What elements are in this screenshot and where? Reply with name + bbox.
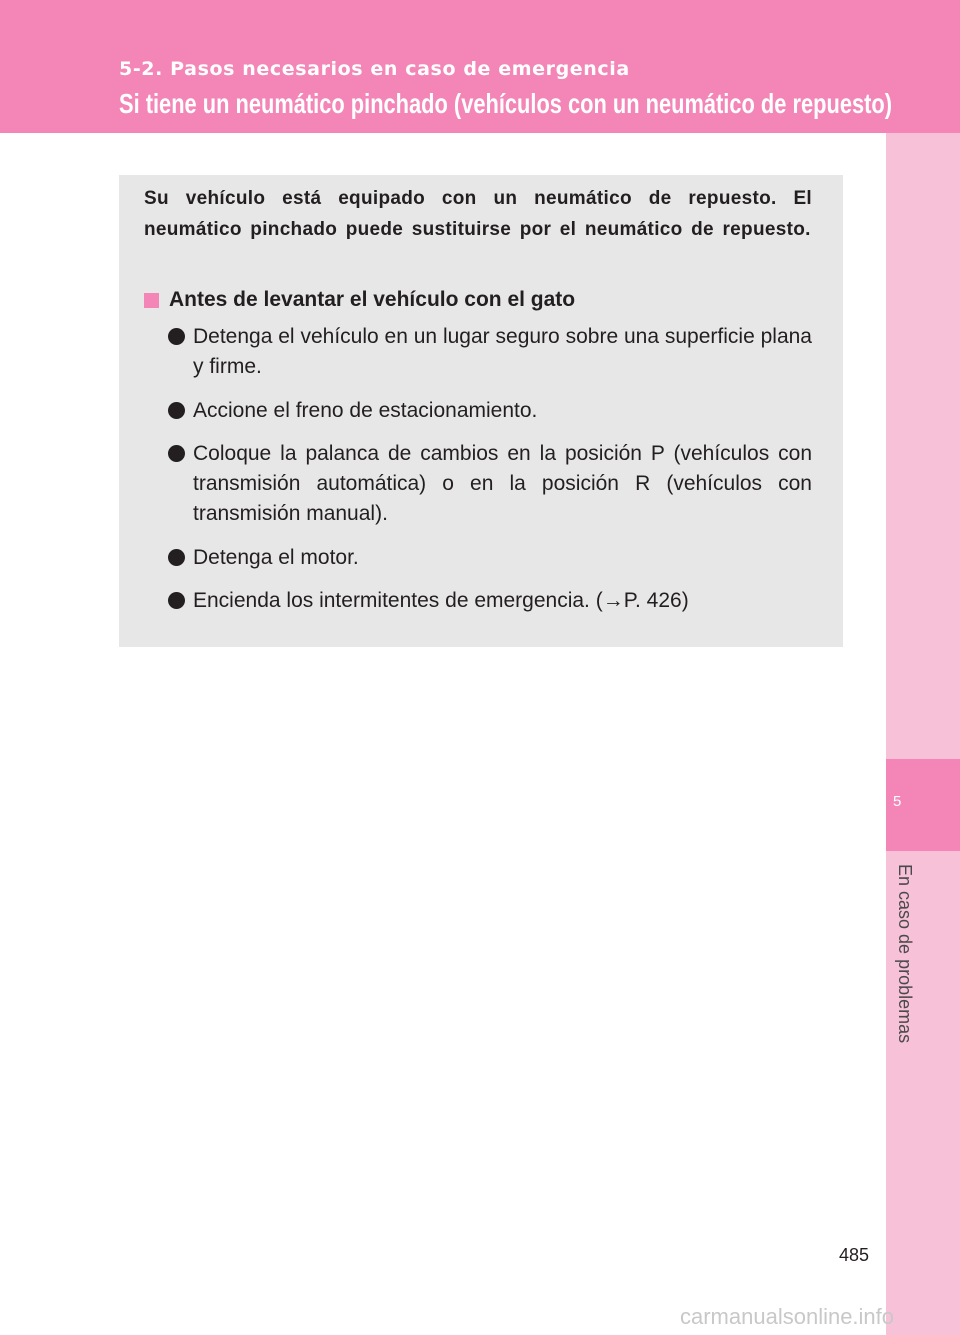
list-item (168, 439, 812, 529)
list-item (168, 586, 812, 616)
list-item-text: Detenga el motor. (193, 545, 359, 569)
list-item-text: Coloque la palanca de cambios en la posición P (vehículos con transmisión automática) o en la posición R (vehículos con transmisión manual). (193, 442, 812, 525)
list-item-text: Accione el freno de estacionamiento. (193, 398, 538, 422)
chapter-number: 5 (893, 793, 902, 810)
bullet-dot-icon (168, 549, 185, 566)
list-item (168, 543, 812, 573)
bullet-dot-icon (168, 592, 185, 609)
chapter-sidebar (886, 133, 960, 1335)
bullet-list (168, 322, 812, 630)
bullet-dot-icon (168, 328, 185, 345)
list-item (168, 322, 812, 382)
sub-heading-text: Antes de levantar el vehículo con el gato (169, 288, 576, 311)
bullet-dot-icon (168, 402, 185, 419)
page-header (0, 0, 960, 133)
intro-paragraph: Su vehículo está equipado con un neumático de repuesto. El neumático pinchado puede sustituirse por el neumático de repuesto. (144, 188, 812, 240)
chapter-title: En caso de problemas (895, 864, 915, 1044)
watermark: carmanualsonline.info (680, 1304, 895, 1329)
square-bullet-icon (144, 293, 159, 308)
list-item-text: Detenga el vehículo en un lugar seguro sobre una superficie plana y firme. (193, 325, 812, 378)
sub-heading (144, 288, 824, 312)
list-item (168, 396, 812, 426)
page-title: Si tiene un neumático pinchado (vehículos con un neumático de repuesto) (119, 88, 893, 119)
section-label: 5-2. Pasos necesarios en caso de emergencia (119, 58, 630, 80)
bullet-dot-icon (168, 445, 185, 462)
page-number: 485 (839, 1245, 870, 1265)
list-item-text: Encienda los intermitentes de emergencia. (→P. 426) (193, 589, 689, 612)
